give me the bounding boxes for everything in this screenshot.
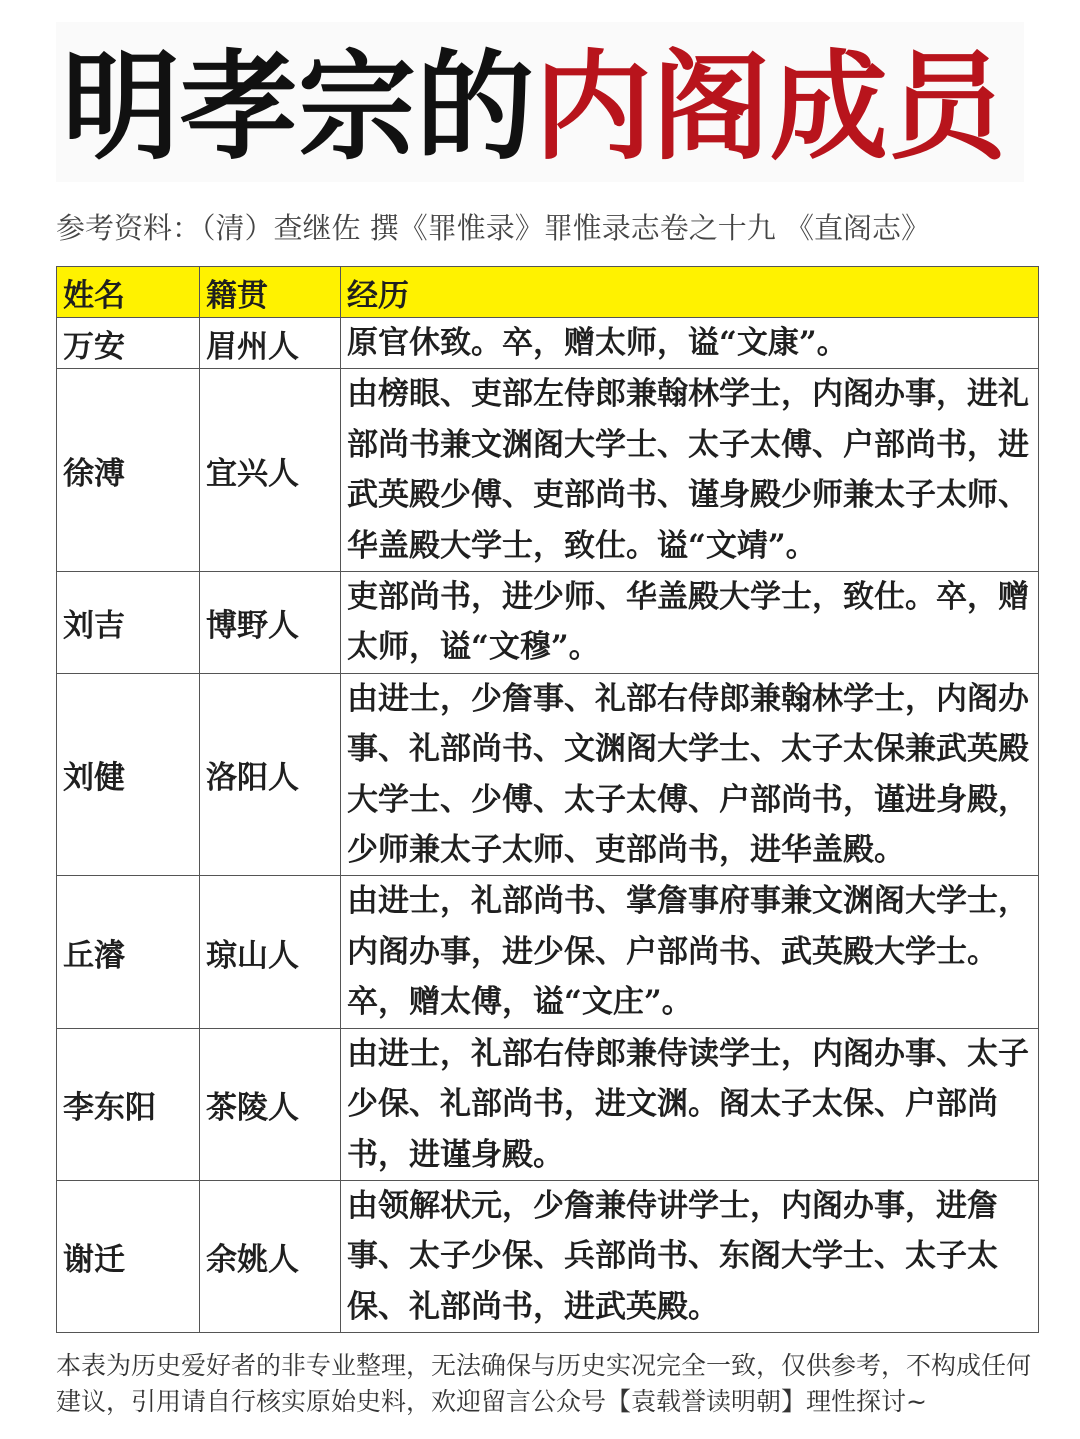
cell-home: 宜兴人 <box>200 369 341 572</box>
header-name: 姓名 <box>57 267 200 318</box>
header-experience: 经历 <box>341 267 1039 318</box>
cell-experience: 吏部尚书，进少师、华盖殿大学士，致仕。卒，赠太师，谥“文穆”。 <box>341 572 1039 674</box>
cell-name: 刘健 <box>57 673 200 876</box>
cell-experience: 原官休致。卒，赠太师，谥“文康”。 <box>341 318 1039 369</box>
header-home: 籍贯 <box>200 267 341 318</box>
page-title <box>62 38 1007 176</box>
cell-name: 徐溥 <box>57 369 200 572</box>
title-part-red: 内阁成员 <box>534 38 1007 176</box>
reference-line: 参考资料：（清）查继佐 撰《罪惟录》罪惟录志卷之十九 《直阁志》 <box>56 211 930 245</box>
table-row <box>57 572 1039 674</box>
cell-home: 洛阳人 <box>200 673 341 876</box>
cell-name: 丘濬 <box>57 876 200 1028</box>
cell-experience: 由领解状元，少詹兼侍讲学士，内阁办事，进詹事、太子少保、兵部尚书、东阁大学士、太子太保、礼部尚书，进武英殿。 <box>341 1180 1039 1332</box>
cell-name: 万安 <box>57 318 200 369</box>
cell-home: 琼山人 <box>200 876 341 1028</box>
cell-home: 茶陵人 <box>200 1028 341 1180</box>
cell-experience: 由进士，礼部右侍郎兼侍读学士，内阁办事、太子少保、礼部尚书，进文渊。阁太子太保、户部尚书，进谨身殿。 <box>341 1028 1039 1180</box>
table-row <box>57 369 1039 572</box>
table-row <box>57 1180 1039 1332</box>
table-row <box>57 673 1039 876</box>
cell-home: 博野人 <box>200 572 341 674</box>
cell-home: 余姚人 <box>200 1180 341 1332</box>
cell-name: 谢迁 <box>57 1180 200 1332</box>
table-header-row <box>57 267 1039 318</box>
cell-home: 眉州人 <box>200 318 341 369</box>
cell-name: 李东阳 <box>57 1028 200 1180</box>
cell-name: 刘吉 <box>57 572 200 674</box>
table-row <box>57 876 1039 1028</box>
table-row <box>57 318 1039 369</box>
cell-experience: 由榜眼、吏部左侍郎兼翰林学士，内阁办事，进礼部尚书兼文渊阁大学士、太子太傅、户部尚书，进武英殿少傅、吏部尚书、谨身殿少师兼太子太师、华盖殿大学士，致仕。谥“文靖”。 <box>341 369 1039 572</box>
cell-experience: 由进士，少詹事、礼部右侍郎兼翰林学士，内阁办事、礼部尚书、文渊阁大学士、太子太保兼武英殿大学士、少傅、太子太傅、户部尚书，谨进身殿，少师兼太子太师、吏部尚书，进华盖殿。 <box>341 673 1039 876</box>
title-banner <box>56 22 1024 182</box>
title-part-black: 明孝宗的 <box>62 38 535 176</box>
table-row <box>57 1028 1039 1180</box>
disclaimer-footer: 本表为历史爱好者的非专业整理，无法确保与历史实况完全一致，仅供参考，不构成任何建议，引用请自行核实原始史料，欢迎留言公众号【袁载誉读明朝】理性探讨~ <box>56 1351 1032 1416</box>
cell-experience: 由进士，礼部尚书、掌詹事府事兼文渊阁大学士，内阁办事，进少保、户部尚书、武英殿大学士。卒，赠太傅，谥“文庄”。 <box>341 876 1039 1028</box>
members-table <box>56 266 1039 1333</box>
